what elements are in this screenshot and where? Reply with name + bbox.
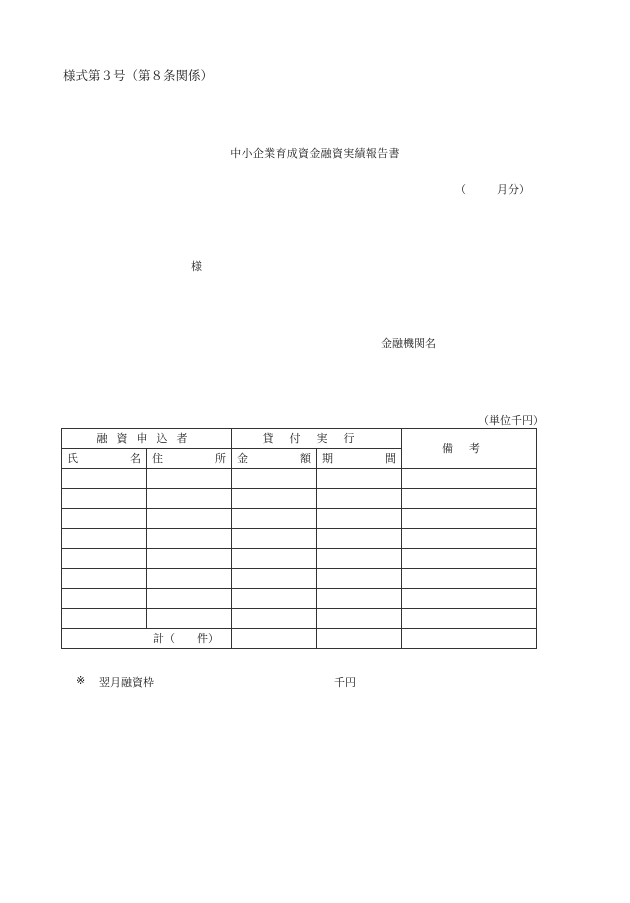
header-row-groups xyxy=(62,429,537,449)
total-row xyxy=(62,629,537,649)
cell-name[interactable] xyxy=(62,569,147,589)
cell-address[interactable] xyxy=(147,569,232,589)
cell-address[interactable] xyxy=(147,609,232,629)
cell-name[interactable] xyxy=(62,489,147,509)
document-title: 中小企業育成資金融資実績報告書 xyxy=(230,147,400,160)
total-period[interactable] xyxy=(317,629,402,649)
cell-name[interactable] xyxy=(62,589,147,609)
cell-remarks[interactable] xyxy=(402,529,537,549)
cell-remarks[interactable] xyxy=(402,469,537,489)
addressee-honorific: 様 xyxy=(191,260,202,273)
total-amount[interactable] xyxy=(232,629,317,649)
cell-amount[interactable] xyxy=(232,589,317,609)
next-month-loan-limit-unit: 千円 xyxy=(334,676,356,689)
total-count-label: 計（ 件） xyxy=(62,629,232,649)
cell-remarks[interactable] xyxy=(402,489,537,509)
cell-amount[interactable] xyxy=(232,609,317,629)
header-period: 期 間 xyxy=(317,449,402,469)
cell-remarks[interactable] xyxy=(402,509,537,529)
cell-remarks[interactable] xyxy=(402,589,537,609)
form-number: 様式第３号（第８条関係） xyxy=(63,68,214,83)
cell-address[interactable] xyxy=(147,589,232,609)
cell-address[interactable] xyxy=(147,469,232,489)
table-row xyxy=(62,589,537,609)
cell-amount[interactable] xyxy=(232,549,317,569)
table-row xyxy=(62,489,537,509)
cell-name[interactable] xyxy=(62,609,147,629)
cell-period[interactable] xyxy=(317,509,402,529)
table-row xyxy=(62,529,537,549)
cell-name[interactable] xyxy=(62,509,147,529)
cell-remarks[interactable] xyxy=(402,609,537,629)
cell-amount[interactable] xyxy=(232,529,317,549)
unit-label: （単位千円） xyxy=(478,414,544,427)
table-row xyxy=(62,509,537,529)
total-remarks[interactable] xyxy=(402,629,537,649)
cell-name[interactable] xyxy=(62,529,147,549)
cell-address[interactable] xyxy=(147,529,232,549)
cell-amount[interactable] xyxy=(232,509,317,529)
header-remarks: 備考 xyxy=(402,429,537,469)
cell-period[interactable] xyxy=(317,589,402,609)
header-address: 住 所 xyxy=(147,449,232,469)
cell-period[interactable] xyxy=(317,469,402,489)
loan-results-table xyxy=(61,428,537,649)
cell-remarks[interactable] xyxy=(402,569,537,589)
cell-amount[interactable] xyxy=(232,569,317,589)
header-loan-execution: 貸付実行 xyxy=(232,429,402,449)
period-open-paren: （ xyxy=(455,183,466,196)
cell-amount[interactable] xyxy=(232,469,317,489)
note-mark: ※ xyxy=(76,674,86,687)
table-row xyxy=(62,569,537,589)
cell-period[interactable] xyxy=(317,549,402,569)
cell-address[interactable] xyxy=(147,489,232,509)
report-period xyxy=(455,181,530,197)
cell-period[interactable] xyxy=(317,569,402,589)
cell-address[interactable] xyxy=(147,549,232,569)
cell-name[interactable] xyxy=(62,549,147,569)
cell-period[interactable] xyxy=(317,529,402,549)
period-suffix: 月分） xyxy=(497,183,530,196)
table-row xyxy=(62,609,537,629)
bank-name-label: 金融機関名 xyxy=(381,337,436,350)
header-applicant: 融資申込者 xyxy=(62,429,232,449)
header-name: 氏 名 xyxy=(62,449,147,469)
cell-name[interactable] xyxy=(62,469,147,489)
cell-address[interactable] xyxy=(147,509,232,529)
cell-amount[interactable] xyxy=(232,489,317,509)
next-month-loan-limit-label: 翌月融資枠 xyxy=(99,676,154,689)
cell-period[interactable] xyxy=(317,609,402,629)
cell-remarks[interactable] xyxy=(402,549,537,569)
cell-period[interactable] xyxy=(317,489,402,509)
table-row xyxy=(62,469,537,489)
table-row xyxy=(62,549,537,569)
header-amount: 金 額 xyxy=(232,449,317,469)
